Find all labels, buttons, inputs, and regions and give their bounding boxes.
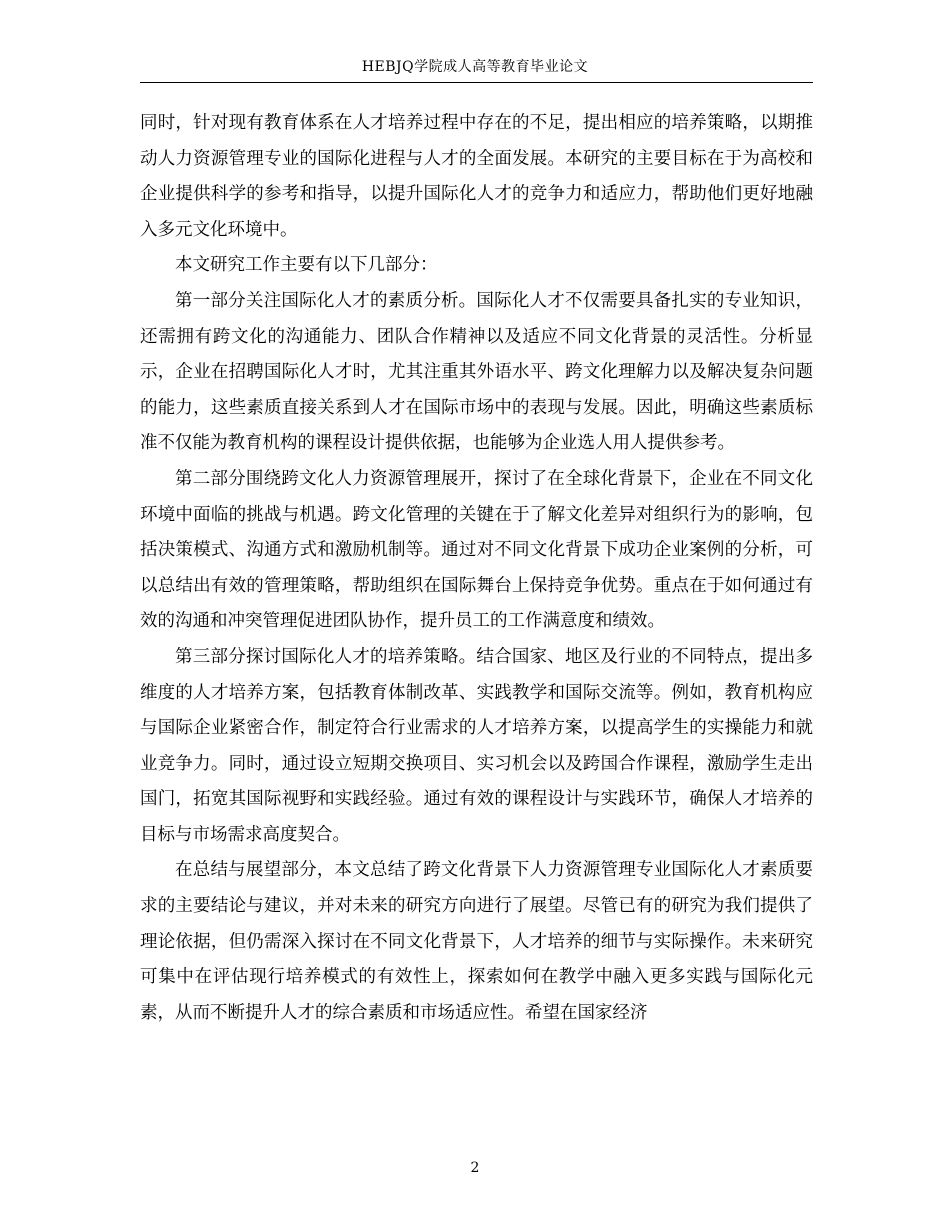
- paragraph-continuation: 同时，针对现有教育体系在人才培养过程中存在的不足，提出相应的培养策略，以期推动人力资源管理专业的国际化进程与人才的全面发展。本研究的主要目标在于为高校和企业提供科学的参考和指导，以提升国际化人才的竞争力和适应力，帮助他们更好地融入多元文化环境中。: [140, 113, 813, 240]
- page-number: 2: [470, 1160, 480, 1176]
- paragraph-part-three: 第三部分探讨国际化人才的培养策略。结合国家、地区及行业的不同特点，提出多维度的人才培养方案，包括教育体制改革、实践教学和国际交流等。例如，教育机构应与国际企业紧密合作，制定符合行业需求的人才培养方案，以提高学生的实操能力和就业竞争力。同时，通过设立短期交换项目、实习机会以及跨国合作课程，激励学生走出国门，拓宽其国际视野和实践经验。通过有效的课程设计与实践环节，确保人才培养的目标与市场需求高度契合。: [140, 646, 813, 845]
- running-header: HEBJQ学院成人高等教育毕业论文: [361, 59, 589, 75]
- paragraph-part-one: 第一部分关注国际化人才的素质分析。国际化人才不仅需要具备扎实的专业知识，还需拥有跨文化的沟通能力、团队合作精神以及适应不同文化背景的灵活性。分析显示，企业在招聘国际化人才时，尤其注重其外语水平、跨文化理解力以及解决复杂问题的能力，这些素质直接关系到人才在国际市场中的表现与发展。因此，明确这些素质标准不仅能为教育机构的课程设计提供依据，也能够为企业选人用人提供参考。: [140, 290, 813, 454]
- paragraph-summary-outlook: 在总结与展望部分，本文总结了跨文化背景下人力资源管理专业国际化人才素质要求的主要结论与建议，并对未来的研究方向进行了展望。尽管已有的研究为我们提供了理论依据，但仍需深入探讨在不同文化背景下，人才培养的细节与实际操作。未来研究可集中在评估现行培养模式的有效性上，探索如何在教学中融入更多实践与国际化元素，从而不断提升人才的综合素质和市场适应性。希望在国家经济: [140, 860, 813, 1023]
- document-body: [140, 106, 813, 1031]
- header-divider: [140, 82, 813, 83]
- paragraph-part-two: 第二部分围绕跨文化人力资源管理展开，探讨了在全球化背景下，企业在不同文化环境中面临的挑战与机遇。跨文化管理的关键在于了解文化差异对组织行为的影响，包括决策模式、沟通方式和激励机制等。通过对不同文化背景下成功企业案例的分析，可以总结出有效的管理策略，帮助组织在国际舞台上保持竞争优势。重点在于如何通过有效的沟通和冲突管理促进团队协作，提升员工的工作满意度和绩效。: [140, 468, 813, 632]
- paragraph-outline-intro: 本文研究工作主要有以下几部分：: [175, 255, 438, 276]
